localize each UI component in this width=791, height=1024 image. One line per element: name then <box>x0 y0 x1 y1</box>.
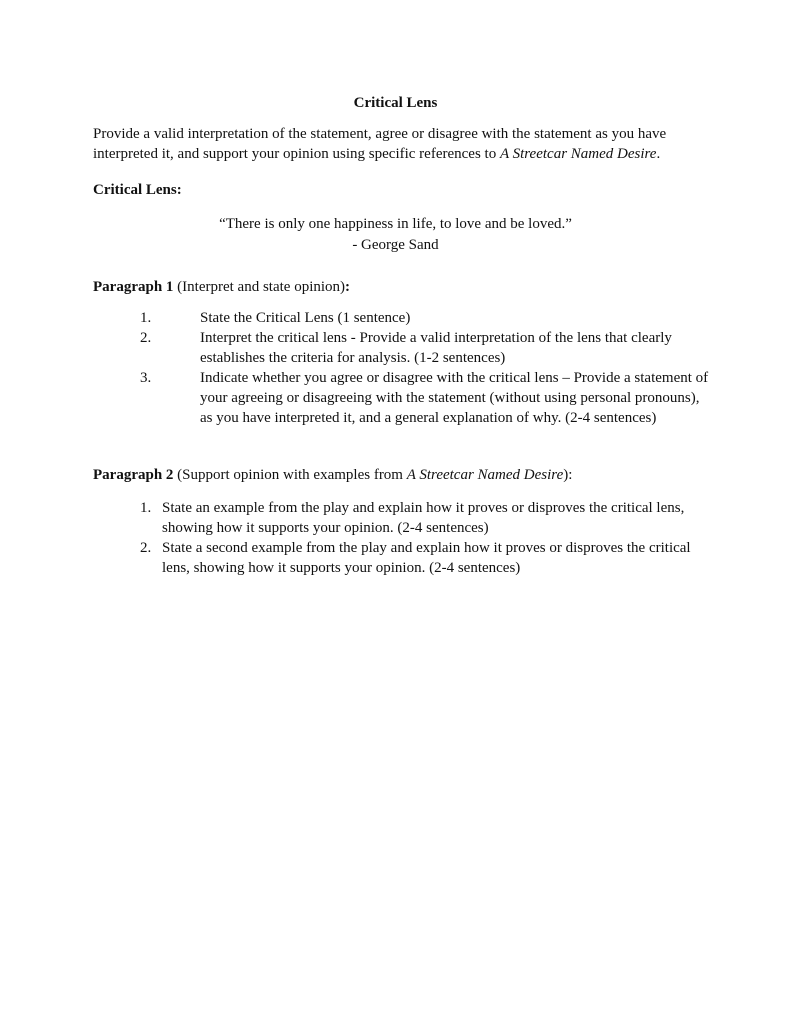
list-item-text: State the Critical Lens (1 sentence) <box>200 310 411 326</box>
paragraph2-list <box>93 498 713 578</box>
list-item <box>93 328 713 368</box>
intro-end: . <box>656 146 661 162</box>
list-item-number: 2. <box>140 540 152 556</box>
critical-lens-heading: Critical Lens: <box>93 182 182 198</box>
paragraph1-desc: (Interpret and state opinion) <box>173 279 346 295</box>
document-title: Critical Lens <box>353 95 438 111</box>
list-item <box>93 368 713 428</box>
paragraph1-list <box>93 308 713 428</box>
paragraph1-colon: : <box>345 279 351 295</box>
list-item-number: 3. <box>140 370 152 386</box>
list-item-text: Indicate whether you agree or disagree with the critical lens – Provide a statement of your agreeing or disagreeing with the statement (without using personal pronouns), as you have interpreted it, and a general explanation of why. (2-4 sentences) <box>200 370 709 426</box>
list-item-number: 1. <box>140 310 152 326</box>
paragraph2-work-title: A Streetcar Named Desire <box>406 467 564 483</box>
list-item <box>93 538 713 578</box>
list-item-text: State a second example from the play and explain how it proves or disproves the critical lens, showing how it supports your opinion. (2-4 sentences) <box>162 540 691 576</box>
paragraph2-desc-start: (Support opinion with examples from <box>173 467 407 483</box>
list-item-number: 1. <box>140 500 152 516</box>
list-item-text: Interpret the critical lens - Provide a valid interpretation of the lens that clearly establishes the criteria for analysis. (1-2 sentences) <box>200 330 672 366</box>
quote-author: - George Sand <box>352 237 439 253</box>
paragraph2-heading <box>93 465 713 485</box>
paragraph2-desc-end: ): <box>563 467 573 483</box>
intro-paragraph <box>93 124 703 164</box>
list-item <box>93 498 713 538</box>
list-item-text: State an example from the play and explain how it proves or disproves the critical lens, showing how it supports your opinion. (2-4 sentences) <box>162 500 685 536</box>
paragraph1-heading <box>93 277 713 297</box>
intro-work-title: A Streetcar Named Desire <box>499 146 657 162</box>
intro-text: Provide a valid interpretation of the statement, agree or disagree with the statement as you have interpreted it, and support your opinion using specific references to <box>93 126 667 162</box>
list-item-number: 2. <box>140 330 152 346</box>
list-item <box>93 308 713 328</box>
lens-quote: “There is only one happiness in life, to love and be loved.” <box>219 216 572 232</box>
paragraph2-label: Paragraph 2 <box>93 467 174 483</box>
paragraph1-label: Paragraph 1 <box>93 279 174 295</box>
